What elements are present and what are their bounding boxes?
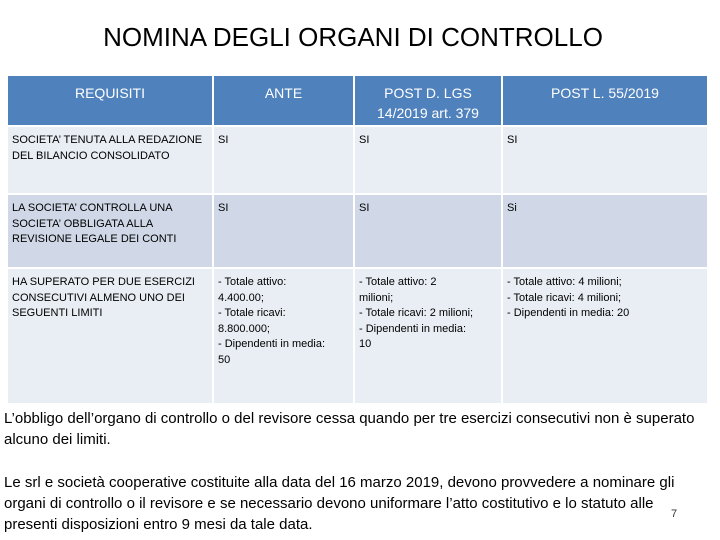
table-row [8,126,707,194]
cell-post-dlgs: SI [354,126,502,194]
header-post-dlgs: POST D. LGS 14/2019 art. 379 [354,76,502,126]
cell-ante: - Totale attivo: 4.400.00; - Totale ricavi: 8.800.000; - Dipendenti in media: 50 [213,268,354,403]
header-requisiti: REQUISITI [8,76,213,126]
page-title: NOMINA DEGLI ORGANI DI CONTROLLO [103,22,603,52]
cell-requisito: HA SUPERATO PER DUE ESERCIZI CONSECUTIVI ALMENO UNO DEI SEGUENTI LIMITI [8,268,213,403]
header-post-l: POST L. 55/2019 [502,76,707,126]
cell-post-dlgs: SI [354,194,502,268]
cell-ante: SI [213,194,354,268]
cell-post-l: - Totale attivo: 4 milioni; - Totale ricavi: 4 milioni; - Dipendenti in media: 20 [502,268,707,403]
cell-post-dlgs: - Totale attivo: 2 milioni; - Totale ricavi: 2 milioni; - Dipendenti in media: 10 [354,268,502,403]
table-row [8,194,707,268]
page-number: 7 [671,508,678,520]
table-row [8,268,707,403]
cell-ante: SI [213,126,354,194]
cessation-note: L’obbligo dell’organo di controllo o del revisore cessa quando per tre esercizi consecutivi non è superato alcuno dei limiti. [4,410,695,448]
header-ante: ANTE [213,76,354,126]
table-header-row [8,76,707,126]
requirements-table [8,76,707,403]
cell-requisito: LA SOCIETA’ CONTROLLA UNA SOCIETA’ OBBLIGATA ALLA REVISIONE LEGALE DEI CONTI [8,194,213,268]
deadline-note: Le srl e società cooperative costituite alla data del 16 marzo 2019, devono provvedere a nominare gli organi di controllo o il revisore e se necessario devono uniformare l’atto costitutivo e lo statuto alle presenti disposizioni entro 9 mesi da tale data. [4,474,675,533]
cell-requisito: SOCIETA’ TENUTA ALLA REDAZIONE DEL BILANCIO CONSOLIDATO [8,126,213,194]
cell-post-l: SI [502,126,707,194]
cell-post-l: Si [502,194,707,268]
